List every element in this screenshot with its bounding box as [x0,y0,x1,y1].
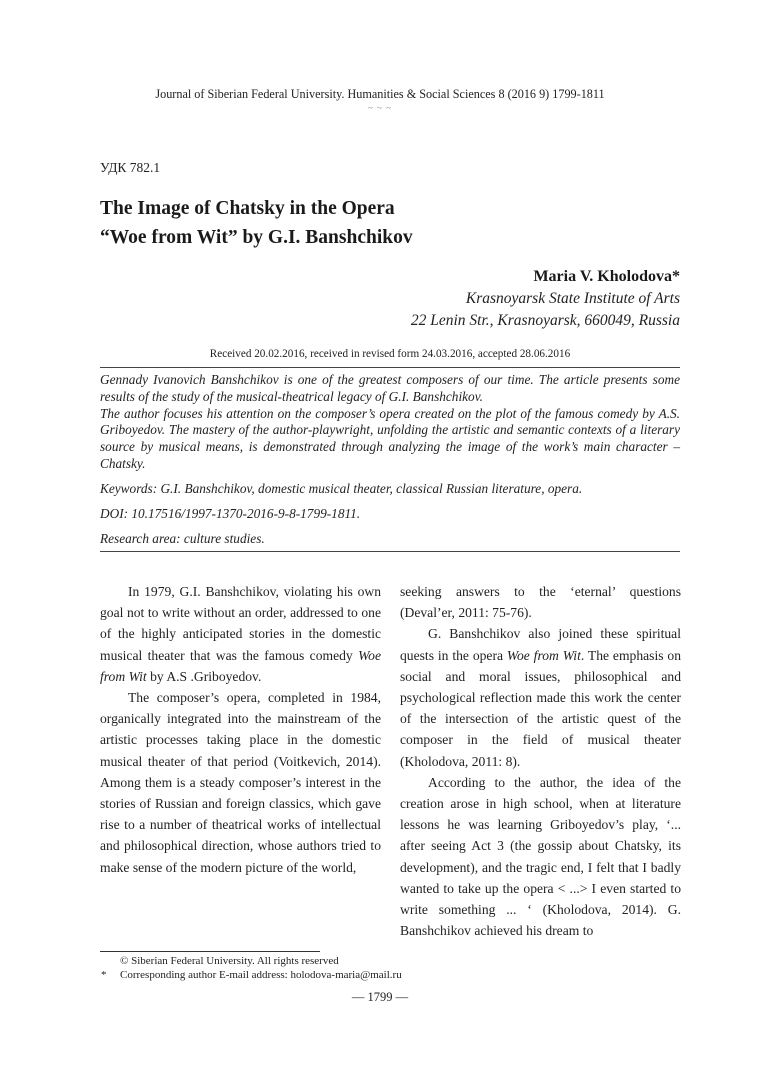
title-line-1: The Image of Chatsky in the Opera [100,198,395,219]
body-paragraph-continued: seeking answers to the ‘eternal’ questions (Deval’er, 2011: 75-76). [400,584,681,621]
received-dates: Received 20.02.2016, received in revised form 24.03.2016, accepted 28.06.2016 [209,348,571,360]
page-number: — 1799 — [351,990,409,1004]
footnote-rule [100,951,320,952]
footnote-asterisk: * [101,969,107,981]
body-paragraph: G. Banshchikov also joined these spiritual quests in the opera Woe from Wit. The emphasis on social and moral issues, philosophical and psychological reflection made this work the center of the intersection of the artistic quest of the composer in the field of musical theater (Kholodova, 2011: 8). [400,626,681,769]
body-paragraph: The composer’s opera, completed in 1984, organically integrated into the mainstream of the artistic processes taking place in the domestic musical theater of that period (Voitkevich, 2014). Among them is a steady composer’s interest in the stories of Russian and foreign classics, which gave rise to a number of theatrical works of intellectual and philosophical direction, whose authors tried to make sense of the modern picture of the world, [100,690,381,875]
research-area: Research area: culture studies. [100,531,265,546]
author-block [280,266,680,332]
udk-code: УДК 782.1 [100,160,161,175]
abstract-bottom-rule [100,551,680,552]
work-title-italic: Woe from Wit [100,647,381,684]
abstract-top-rule [100,367,680,368]
author-name: Maria V. Kholodova* [533,268,680,285]
abstract-paragraph: The author focuses his attention on the composer’s opera created on the plot of the famous comedy by A.S. Griboyedov. The mastery of the author-playwright, unfolding the artistic and semantic contexts of a literary source by musical means, is demonstrated through analyzing the image of the work’s main character – Chatsky. [100,405,680,471]
affiliation-line-2: 22 Lenin Str., Krasnoyarsk, 660049, Russia [410,312,680,329]
body-paragraph: In 1979, G.I. Banshchikov, violating his own goal not to write without an order, addressed to one of the highly anticipated stories in the domestic musical theater that was the famous comedy Woe from Wit by A.S .Griboyedov. [100,584,381,684]
body-column-left [100,581,381,878]
work-title-italic: Woe from Wit [506,647,581,663]
corresponding-author-footnote: Corresponding author E-mail address: holodova-maria@mail.ru [120,969,402,981]
affiliation-line-1: Krasnoyarsk State Institute of Arts [465,290,680,307]
abstract [100,372,680,473]
abstract-paragraph: Gennady Ivanovich Banshchikov is one of the greatest composers of our time. The article presents some results of the study of the musical-theatrical legacy of G.I. Banshchikov. [100,372,680,404]
title-line-2: “Woe from Wit” by G.I. Banshchikov [100,227,413,248]
doi: DOI: 10.17516/1997-1370-2016-9-8-1799-1811. [100,506,361,521]
header-ornament: ~ ~ ~ [367,103,393,113]
body-column-right [400,581,681,941]
running-head: Journal of Siberian Federal University. Humanities & Social Sciences 8 (2016 9) 1799-1811 [155,87,605,101]
article-title [100,194,413,252]
keywords: Keywords: G.I. Banshchikov, domestic musical theater, classical Russian literature, opera. [100,481,583,496]
copyright-footnote: © Siberian Federal University. All rights reserved [120,955,339,967]
body-paragraph: According to the author, the idea of the creation arose in high school, when at literature lessons he was learning Griboyedov’s play, ‘... after seeing Act 3 (the gossip about Chatsky, its development), and the tragic end, I felt that I badly wanted to take up the opera < ...> I even started to write something ... ‘ (Kholodova, 2014). G. Banshchikov achieved his dream to [400,774,681,939]
